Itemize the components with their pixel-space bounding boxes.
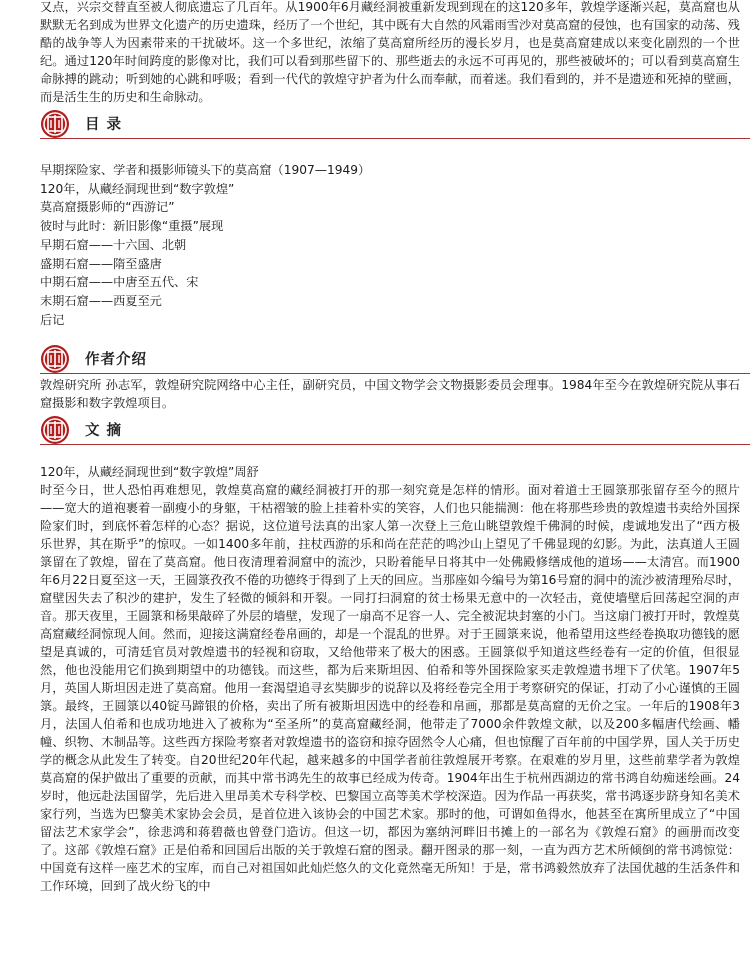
toc-item[interactable]: 120年，从藏经洞现世到“数字敦煌” (40, 181, 235, 196)
intro-paragraph: 又点，兴宗交替直至被人彻底遗忘了几百年。从1900年6月藏经洞被重新发现到现在的这120多年，敦煌学逐渐兴起，莫高窟也从默默无名到成为世界文化遗产的历史遗珠，经历了一个世纪，其中既有大自然的风霜雨雪沙对莫高窟的侵蚀，也有国家的动荡、残酷的战争等人为因素带来的干扰破坏。这一个多世纪，浓缩了莫高窟所经历的漫长岁月，也是莫高窟建成以来变化剧烈的一个世纪。通过120年时间跨度的影像对比，我们可以看到那些留下的、那些逝去的永远不可再见的，那些被破坏的；可以看到莫高窟生命脉搏的跳动；听到她的心跳和呼吸；看到一代代的敦煌守护者为什么而奉献，而着迷。我们看到的，并不是遗迹和死掉的壁画，而是活生生的历史和生命脉动。 (40, 0, 740, 104)
author-title: 作者介绍 (85, 352, 147, 369)
excerpt-heading: 120年，从藏经洞现世到“数字敦煌”周舒 (40, 465, 259, 480)
toc-header (40, 108, 750, 139)
seal-icon (40, 415, 70, 445)
toc-item[interactable]: 莫高窟摄影师的“西游记” (40, 200, 175, 215)
toc-item[interactable]: 彼时与此时：新旧影像“重摄”展现 (40, 219, 224, 234)
toc-item[interactable]: 后记 (40, 312, 65, 327)
author-header (40, 343, 750, 374)
toc-item[interactable]: 早期石窟——十六国、北朝 (40, 237, 187, 252)
excerpt-body: 时至今日，世人恐怕再难想见，敦煌莫高窟的藏经洞被打开的那一刻究竟是怎样的情形。面对着道士王圆箓那张留存至今的照片——宽大的道袍裹着一副瘦小的身躯，干枯褶皱的脸上挂着朴实的笑容，人们也只能揣测：他在将那些珍贵的敦煌遗书卖给外国探险家们时，到底怀着怎样的心态？据说，这位道号法真的出家人第一次登上三危山眺望敦煌千佛洞的时候，虔诚地发出了“西方极乐世界，其在斯乎”的惊叹。一如1400多年前，拄杖西游的乐和尚在茫茫的鸣沙山上望见了千佛显现的幻影。为此，法真道人王圆箓留在了敦煌，留在了莫高窟。他日夜清理着洞窟中的流沙，只盼着能早日将其中一处佛殿修缮成他的道场——太清宫。而1900年6月22日夏至这一天，王圆箓孜孜不倦的功德终于得到了上天的回应。当那座如今编号为第16号窟的洞中的流沙被清理殆尽时，窟壁因失去了积沙的建护，发生了轻微的倾斜和开裂。一同打扫洞窟的贫士杨果无意中的一次轻击，竟使墙壁后回荡起空洞的声音。那天夜里，王圆箓和杨果敲碎了外层的墙壁，发现了一扇高不足容一人、完全被泥块封塞的小门。当这扇门被打开时，敦煌莫高窟藏经洞惊现人间。然而，迎接这满窟经卷帛画的，却是一个混乱的世界。对于王圆箓来说，他希望用这些经卷换取功德钱的愿望是真诚的，可清廷官员对敦煌遗书的轻视和窃取，又给他带来了极大的困惑。王圆箓似乎知道这些经卷有一定的价值，但很显然，他也没能用它们换到期望中的功德钱。而这些，都为后来斯坦因、伯希和等外国探险家买走敦煌遗书埋下了伏笔。1907年5月，英国人斯坦因走进了莫高窟。他用一套渴望追寻玄奘脚步的说辞以及将经卷完全用于考察研究的保证，打动了小心谨慎的王圆箓。最终，王圆箓以40锭马蹄银的价格，卖出了所有被斯坦因选中的经卷和帛画，那都是莫高窟的无价之宝。一年后的1908年3月，法国人伯希和也成功地进入了被称为“至圣所”的莫高窟藏经洞，他带走了7000余件敦煌文献，以及200多幅唐代绘画、幡幢、织物、木制品等。这些西方探险考察者对敦煌遗书的盗窃和掠夺固然令人心痛，但也惊醒了百年前的中国学界，国人关于历史学的概念从此发生了转变。自20世纪20年代起，越来越多的中国学者前往敦煌展开考察。在艰难的岁月里，这些前辈学者为敦煌莫高窟的保护做出了重要的贡献，而其中常书鸿先生的故事已经成为传奇。1904年出生于杭州西湖边的常书鸿自幼痴迷绘画。24岁时，他远赴法国留学，先后进入里昂美术专科学校、巴黎国立高等美术学校深造。因为作品一再获奖，常书鸿逐步跻身知名美术家行列，当选为巴黎美术家协会会员，是首位进入该协会的中国艺术家。那时的他，可谓如鱼得水，他甚至在寓所里成立了“中国留法艺术家学会”，徐悲鸿和蒋碧薇也曾登门造访。但这一切，都因为塞纳河畔旧书摊上的一部名为《敦煌石窟》的画册而改变了。这部《敦煌石窟》正是伯希和回国后出版的关于敦煌石窟的图录。翻开图录的那一刻，一直为西方艺术所倾倒的常书鸿惊觉：中国竟有这样一座艺术的宝库，而自己对祖国如此灿烂悠久的文化竟然毫无所知！于是，常书鸿毅然放弃了法国优越的生活条件和工作环境，回到了战火纷飞的中 (40, 483, 740, 894)
excerpt-header (40, 414, 750, 445)
toc-item[interactable]: 盛期石窟——隋至盛唐 (40, 256, 162, 271)
toc-item[interactable]: 中期石窟——中唐至五代、宋 (40, 275, 199, 290)
seal-icon (40, 344, 70, 374)
toc-item[interactable]: 末期石窟——西夏至元 (40, 293, 162, 308)
toc-item[interactable]: 早期探险家、学者和摄影师镜头下的莫高窟（1907—1949） (40, 163, 371, 177)
author-bio: 敦煌研究所 孙志军，敦煌研究院网络中心主任，副研究员，中国文物学会文物摄影委员会理事。1984年至今在敦煌研究院从事石窟摄影和数字敦煌项目。 (40, 378, 740, 411)
toc-list (0, 161, 750, 329)
excerpt-title: 文 摘 (85, 423, 123, 440)
toc-title: 目 录 (85, 117, 123, 133)
seal-icon (40, 109, 70, 139)
